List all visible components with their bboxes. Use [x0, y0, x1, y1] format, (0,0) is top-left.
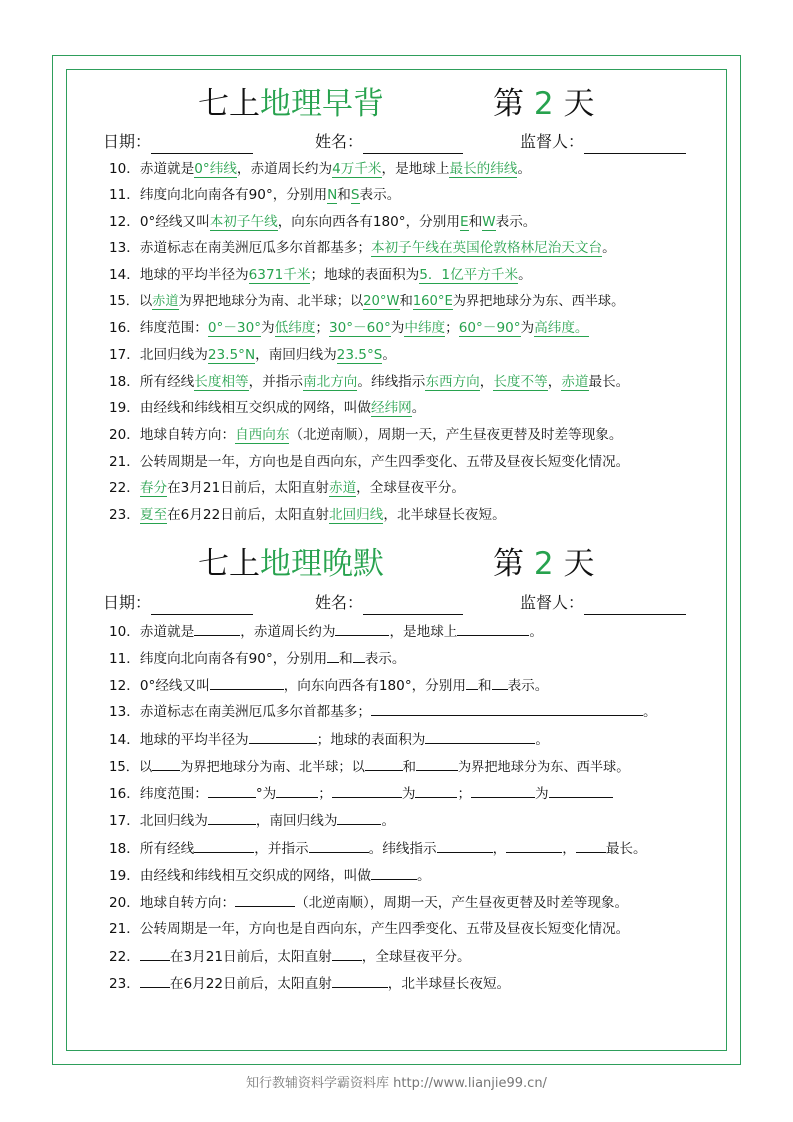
- line-text: 为: [401, 786, 416, 802]
- morning-line-11: [109, 184, 400, 206]
- answer-text: 高纬度。: [534, 320, 589, 336]
- line-text: 在3月21日前后，太阳直射: [167, 480, 329, 496]
- line-text: 20．地球自转方向：: [109, 427, 236, 443]
- answer-text: 23.5°S: [336, 347, 383, 363]
- evening-line-14: [109, 728, 549, 750]
- morning-line-15: [109, 291, 624, 313]
- answer-blank[interactable]: [152, 755, 180, 771]
- evening-line-16: [109, 782, 613, 804]
- date-blank[interactable]: [151, 133, 253, 154]
- name-blank[interactable]: [363, 133, 463, 154]
- date-label: 日期：: [103, 132, 152, 151]
- evening-line-18: [109, 837, 647, 859]
- day-prefix: 第: [493, 546, 524, 582]
- morning-line-10: [109, 158, 531, 180]
- answer-text: S: [350, 187, 360, 203]
- answer-text: 南北方向: [303, 374, 358, 390]
- line-text: （北逆南顺），周期一天，产生昼夜更替及时差等现象。: [295, 895, 629, 911]
- line-text: ，南回归线为: [255, 347, 337, 363]
- evening-line-22: [109, 945, 471, 967]
- line-text: ，全球昼夜平分。: [361, 949, 471, 965]
- date-field[interactable]: [103, 591, 253, 615]
- answer-text: 4万千米: [332, 161, 382, 177]
- title-green: 地理早背: [260, 86, 384, 122]
- line-text: ；: [445, 320, 459, 336]
- answer-text: W: [482, 214, 496, 230]
- answer-text: 东西方向: [425, 374, 480, 390]
- answer-text: N: [327, 187, 338, 203]
- evening-line-17: [109, 809, 395, 831]
- answer-blank[interactable]: [437, 837, 493, 853]
- supervisor-label: 监督人：: [520, 593, 585, 612]
- line-text: 和: [337, 187, 351, 203]
- line-text: ，并指示: [248, 374, 304, 390]
- line-text: 22．: [109, 480, 140, 496]
- answer-blank[interactable]: [335, 620, 389, 636]
- line-text: 。: [642, 704, 657, 720]
- answer-blank[interactable]: [471, 782, 535, 798]
- line-text: ，北半球昼长夜短。: [387, 976, 511, 992]
- answer-blank[interactable]: [371, 864, 417, 880]
- line-text: 表示。: [359, 187, 401, 203]
- answer-text: 23.5°N: [207, 347, 256, 363]
- answer-text: 赤道: [152, 294, 179, 309]
- line-text: 21．公转周期是一年，方向也是自西向东，产生四季变化、五带及昼夜长短变化情况。: [109, 454, 630, 470]
- answer-blank[interactable]: [309, 837, 369, 853]
- line-text: ；地球的表面积为: [310, 267, 420, 283]
- evening-line-20: [109, 891, 628, 913]
- line-text: ；: [318, 786, 332, 802]
- date-field[interactable]: [103, 130, 253, 154]
- line-text: 为: [261, 320, 275, 336]
- morning-line-17: [109, 344, 396, 366]
- answer-text: 赤道: [561, 374, 589, 390]
- answer-text: 自西向东: [235, 427, 290, 443]
- line-text: 13．赤道标志在南美洲厄瓜多尔首都基多；: [109, 704, 371, 720]
- supervisor-blank[interactable]: [584, 594, 686, 615]
- line-text: 为: [520, 320, 535, 336]
- title-prefix: 七上: [198, 546, 260, 582]
- line-text: 。: [518, 267, 532, 283]
- answer-text: 30°－60°: [328, 320, 391, 336]
- answer-blank[interactable]: [466, 674, 478, 690]
- day-suffix: 天: [563, 546, 595, 582]
- name-field[interactable]: [315, 130, 463, 154]
- line-text: ，: [547, 374, 562, 390]
- name-label: 姓名：: [315, 593, 364, 612]
- line-text: 表示。: [495, 214, 537, 230]
- line-text: 18．所有经线: [109, 374, 195, 390]
- answer-blank[interactable]: [549, 782, 613, 798]
- line-text: 15．以: [109, 760, 153, 775]
- line-text: 23．: [109, 507, 140, 523]
- morning-line-16: [109, 317, 589, 339]
- day-number: 2: [533, 546, 554, 582]
- line-text: 和: [478, 678, 492, 694]
- answer-text: 中纬度: [404, 320, 446, 336]
- answer-text: 低纬度: [274, 320, 316, 336]
- name-blank[interactable]: [363, 594, 463, 615]
- answer-text: 60°－90°: [458, 320, 521, 336]
- line-text: ，北半球昼长夜短。: [383, 507, 506, 523]
- answer-text: 本初子午线在英国伦敦格林尼治天文台: [370, 240, 603, 256]
- answer-text: 6371千米: [248, 267, 311, 283]
- day-suffix: 天: [563, 86, 595, 122]
- line-text: 17．北回归线为: [109, 813, 208, 829]
- line-text: 。: [411, 400, 426, 416]
- line-text: ，向东向西各有180°，分别用: [277, 214, 460, 230]
- line-text: 。: [382, 347, 396, 363]
- line-text: 16．纬度范围：: [109, 320, 208, 336]
- supervisor-blank[interactable]: [584, 133, 686, 154]
- answer-text: 夏至: [139, 507, 168, 523]
- answer-text: 5．1亿平方千米: [419, 267, 519, 283]
- line-text: 为: [535, 786, 549, 802]
- line-text: 在3月21日前后，太阳直射: [169, 949, 332, 965]
- line-text: 和: [402, 760, 416, 775]
- line-text: 10．赤道就是: [109, 161, 195, 177]
- evening-line-12: [109, 674, 548, 696]
- line-text: 在6月22日前后，太阳直射: [169, 976, 332, 992]
- line-text: （北逆南顺），周期一天，产生昼夜更替及时差等现象。: [289, 427, 623, 443]
- line-text: ，: [562, 841, 576, 857]
- answer-text: 春分: [139, 480, 168, 496]
- evening-line-21: [109, 918, 629, 940]
- answer-text: E: [459, 214, 469, 230]
- line-text: 为界把地球分为南、北半球；以: [178, 294, 364, 309]
- answer-blank[interactable]: [371, 700, 643, 716]
- evening-line-19: [109, 864, 431, 886]
- morning-line-23: [109, 504, 506, 526]
- title-prefix: 七上: [198, 86, 260, 122]
- line-text: 19．由经线和纬线相互交织成的网络，叫做: [109, 868, 371, 884]
- line-text: 10．赤道就是: [109, 624, 195, 640]
- morning-line-22: [109, 477, 465, 499]
- day-number: 2: [533, 86, 554, 122]
- name-field[interactable]: [315, 591, 463, 615]
- morning-line-14: [109, 264, 532, 286]
- evening-line-13: [109, 700, 657, 722]
- line-text: 14．地球的平均半径为: [109, 267, 249, 283]
- answer-blank[interactable]: [208, 809, 256, 825]
- line-text: 为界把地球分为南、北半球；以: [180, 760, 365, 775]
- line-text: ，南回归线为: [255, 813, 338, 829]
- line-text: 。: [416, 868, 431, 884]
- answer-blank[interactable]: [332, 782, 402, 798]
- answer-blank[interactable]: [457, 620, 529, 636]
- line-text: ，: [492, 841, 507, 857]
- morning-line-12: [109, 211, 536, 233]
- line-text: 22．: [109, 949, 140, 965]
- answer-blank[interactable]: [327, 647, 339, 663]
- line-text: ，向东向西各有180°，分别用: [283, 678, 466, 694]
- line-text: ，并指示: [254, 841, 309, 857]
- answer-text: 长度相等: [194, 374, 249, 390]
- line-text: 12．0°经线又叫: [109, 678, 210, 694]
- line-text: ，: [479, 374, 494, 390]
- line-text: 表示。: [364, 651, 406, 667]
- line-text: ；地球的表面积为: [316, 732, 426, 748]
- answer-blank[interactable]: [506, 837, 562, 853]
- evening-day: [493, 542, 594, 586]
- line-text: 16．纬度范围：: [109, 786, 208, 802]
- line-text: 13．赤道标志在南美洲厄瓜多尔首都基多；: [109, 240, 371, 256]
- line-text: 23．: [109, 976, 140, 992]
- line-text: 为: [390, 320, 405, 336]
- line-text: 14．地球的平均半径为: [109, 732, 249, 748]
- answer-blank[interactable]: [210, 674, 284, 690]
- evening-line-23: [109, 972, 510, 994]
- answer-text: 北回归线: [328, 507, 384, 523]
- answer-blank[interactable]: [492, 674, 508, 690]
- answer-text: 0°纬线: [194, 161, 237, 177]
- answer-text: 160°E: [412, 294, 453, 309]
- line-text: 15．以: [109, 294, 153, 309]
- line-text: 为界把地球分为东、西半球。: [457, 760, 630, 775]
- line-text: ，赤道周长约为: [240, 624, 336, 640]
- morning-line-19: [109, 397, 425, 419]
- footer-watermark: 知行教辅资料学霸资料库 http://www.lianjie99.cn/: [246, 1076, 547, 1091]
- answer-blank[interactable]: [416, 755, 458, 771]
- line-text: 和: [468, 214, 483, 230]
- answer-text: 长度不等: [493, 374, 548, 390]
- line-text: ；: [315, 320, 329, 336]
- line-text: 表示。: [507, 678, 549, 694]
- answer-blank[interactable]: [235, 891, 295, 907]
- answer-text: 本初子午线: [209, 214, 278, 230]
- line-text: 19．由经线和纬线相互交织成的网络，叫做: [109, 400, 371, 416]
- answer-blank[interactable]: [332, 972, 388, 988]
- answer-blank[interactable]: [365, 755, 403, 771]
- name-label: 姓名：: [315, 132, 364, 151]
- line-text: °为: [255, 786, 277, 802]
- evening-line-10: [109, 620, 543, 642]
- line-text: 12．0°经线又叫: [109, 214, 210, 230]
- answer-text: 20°W: [363, 294, 400, 309]
- line-text: 21．公转周期是一年，方向也是自西向东，产生四季变化、五带及昼夜长短变化情况。: [109, 921, 630, 937]
- line-text: ，赤道周长约为: [236, 161, 333, 177]
- date-label: 日期：: [103, 593, 152, 612]
- answer-text: 赤道: [328, 480, 357, 496]
- evening-line-11: [109, 647, 406, 669]
- morning-title: [198, 82, 384, 126]
- answer-blank[interactable]: [425, 728, 535, 744]
- morning-day: [493, 82, 594, 126]
- morning-line-20: [109, 424, 622, 446]
- morning-line-21: [109, 451, 629, 473]
- answer-text: 0°－30°: [207, 320, 262, 336]
- supervisor-field[interactable]: [520, 591, 686, 615]
- line-text: 为界把地球分为东、西半球。: [452, 294, 625, 309]
- line-text: 和: [339, 651, 353, 667]
- supervisor-field[interactable]: [520, 130, 686, 154]
- line-text: 。: [529, 624, 543, 640]
- evening-title: [198, 542, 384, 586]
- answer-blank[interactable]: [276, 782, 318, 798]
- answer-blank[interactable]: [415, 782, 457, 798]
- line-text: 11．纬度向北向南各有90°，分别用: [109, 651, 328, 667]
- line-text: 11．纬度向北向南各有90°，分别用: [109, 187, 328, 203]
- morning-line-13: [109, 237, 616, 259]
- answer-text: 经纬网: [370, 400, 412, 416]
- line-text: ，是地球上: [389, 624, 458, 640]
- line-text: 。纬线指示: [368, 841, 437, 857]
- answer-text: 最长的纬线: [449, 161, 518, 177]
- day-prefix: 第: [493, 86, 524, 122]
- evening-line-15: [109, 755, 629, 777]
- line-text: ，全球昼夜平分。: [356, 480, 465, 496]
- answer-blank[interactable]: [140, 972, 170, 988]
- line-text: 。: [381, 813, 396, 829]
- answer-blank[interactable]: [353, 647, 365, 663]
- line-text: 。: [535, 732, 549, 748]
- date-blank[interactable]: [151, 594, 253, 615]
- line-text: 。: [517, 161, 532, 177]
- answer-blank[interactable]: [576, 837, 606, 853]
- line-text: 和: [399, 294, 413, 309]
- line-text: ，是地球上: [381, 161, 450, 177]
- answer-blank[interactable]: [332, 945, 362, 961]
- title-green: 地理晚默: [260, 546, 384, 582]
- line-text: 20．地球自转方向：: [109, 895, 236, 911]
- morning-line-18: [109, 371, 629, 393]
- line-text: 。纬线指示: [357, 374, 426, 390]
- answer-blank[interactable]: [337, 809, 381, 825]
- answer-blank[interactable]: [140, 945, 170, 961]
- supervisor-label: 监督人：: [520, 132, 585, 151]
- line-text: 最长。: [588, 374, 630, 390]
- answer-blank[interactable]: [208, 782, 256, 798]
- line-text: 最长。: [605, 841, 647, 857]
- line-text: 。: [602, 240, 616, 256]
- line-text: 17．北回归线为: [109, 347, 208, 363]
- line-text: 在6月22日前后，太阳直射: [167, 507, 329, 523]
- answer-blank[interactable]: [194, 837, 254, 853]
- answer-blank[interactable]: [194, 620, 240, 636]
- line-text: ；: [457, 786, 472, 802]
- answer-blank[interactable]: [249, 728, 317, 744]
- line-text: 18．所有经线: [109, 841, 195, 857]
